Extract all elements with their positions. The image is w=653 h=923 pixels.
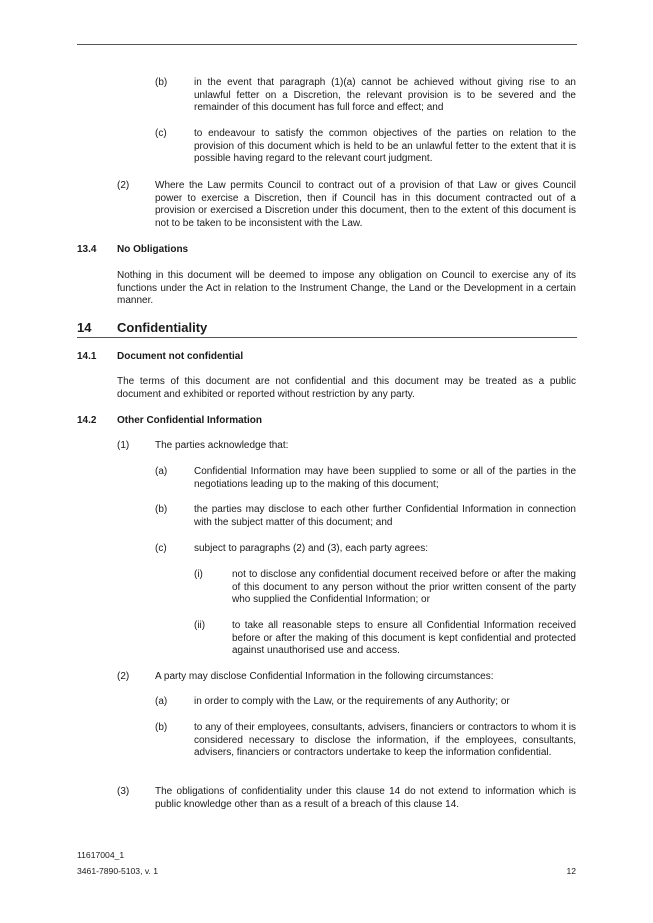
item-label-c: (c) — [155, 543, 167, 554]
subitem-text-ii: to take all reasonable steps to ensure all Confidential Information received before or after the making of this document is kept confidential and protected against unauthorised use and access. — [232, 620, 576, 657]
section-number-13-4: 13.4 — [77, 244, 97, 255]
item-label-a: (a) — [155, 696, 168, 707]
item-text-a: Confidential Information may have been supplied to some or all of the parties in the negotiations leading up to the making of this document; — [194, 466, 576, 490]
subitem-text-i: not to disclose any confidential document received before or after the making of this document to any person without the prior written consent of the party who supplied the Confidential Information; or — [232, 569, 576, 606]
paragraph-label-2: (2) — [117, 180, 130, 191]
section-number-14: 14 — [77, 320, 92, 335]
header-rule — [77, 44, 577, 45]
footer-doc-id: 11617004_1 — [77, 850, 125, 860]
subitem-label-i: (i) — [194, 569, 203, 580]
item-label-c: (c) — [155, 128, 167, 139]
paragraph-text-3: The obligations of confidentiality under this clause 14 do not extend to information which is public knowledge other than as a result of a breach of this clause 14. — [155, 786, 576, 810]
section-title-14: Confidentiality — [117, 320, 208, 335]
footer-reference: 3461-7890-5103, v. 1 — [77, 866, 159, 876]
item-label-b: (b) — [155, 722, 168, 733]
item-label-a: (a) — [155, 466, 168, 477]
section-number-14-1: 14.1 — [77, 351, 97, 362]
section-rule-14 — [77, 337, 577, 338]
paragraph-text-2: A party may disclose Confidential Information in the following circumstances: — [155, 671, 494, 682]
item-label-b: (b) — [155, 504, 168, 515]
item-text-c: subject to paragraphs (2) and (3), each party agrees: — [194, 543, 429, 554]
paragraph-label-1: (1) — [117, 440, 130, 451]
paragraph-text-1: The parties acknowledge that: — [155, 440, 289, 451]
section-text-14-1: The terms of this document are not confidential and this document may be treated as a public document and exhibited or reported without restriction by any party. — [117, 376, 576, 400]
item-text-b: the parties may disclose to each other further Confidential Information in connection with the subject matter of this document; and — [194, 504, 576, 528]
item-text-b: in the event that paragraph (1)(a) cannot be achieved without giving rise to an unlawful fetter on a Discretion, the relevant provision is to be severed and the remainder of this document has full force and effect; and — [194, 77, 576, 114]
subitem-label-ii: (ii) — [194, 620, 206, 631]
item-label-b: (b) — [155, 77, 168, 88]
item-text-b: to any of their employees, consultants, advisers, financiers or contractors to whom it is considered necessary to disclose the information, if the employees, consultants, advisers, financiers or contractors undertake to keep the information confidential. — [194, 722, 576, 759]
paragraph-label-3: (3) — [117, 786, 130, 797]
paragraph-label-2: (2) — [117, 671, 130, 682]
page-number: 12 — [566, 866, 576, 876]
item-text-a: in order to comply with the Law, or the requirements of any Authority; or — [194, 696, 510, 707]
item-text-c: to endeavour to satisfy the common objectives of the parties on relation to the provision of this document which is held to be an unlawful fetter to the extent that it is possible having regard to the relevant court judgment. — [194, 128, 576, 165]
section-title-14-1: Document not confidential — [117, 351, 244, 362]
section-number-14-2: 14.2 — [77, 415, 97, 426]
section-title-14-2: Other Confidential Information — [117, 415, 262, 426]
section-title-13-4: No Obligations — [117, 244, 189, 255]
paragraph-text-2: Where the Law permits Council to contract out of a provision of that Law or gives Council power to exercise a Discretion, then if Council has in this document contracted out of a provision or exercised a Discretion under this document, then to the extent of this document is not to be taken to be inconsistent with the Law. — [155, 180, 576, 229]
section-text-13-4: Nothing in this document will be deemed to impose any obligation on Council to exercise any of its functions under the Act in relation to the Instrument Change, the Land or the Development in a certain manner. — [117, 270, 576, 307]
